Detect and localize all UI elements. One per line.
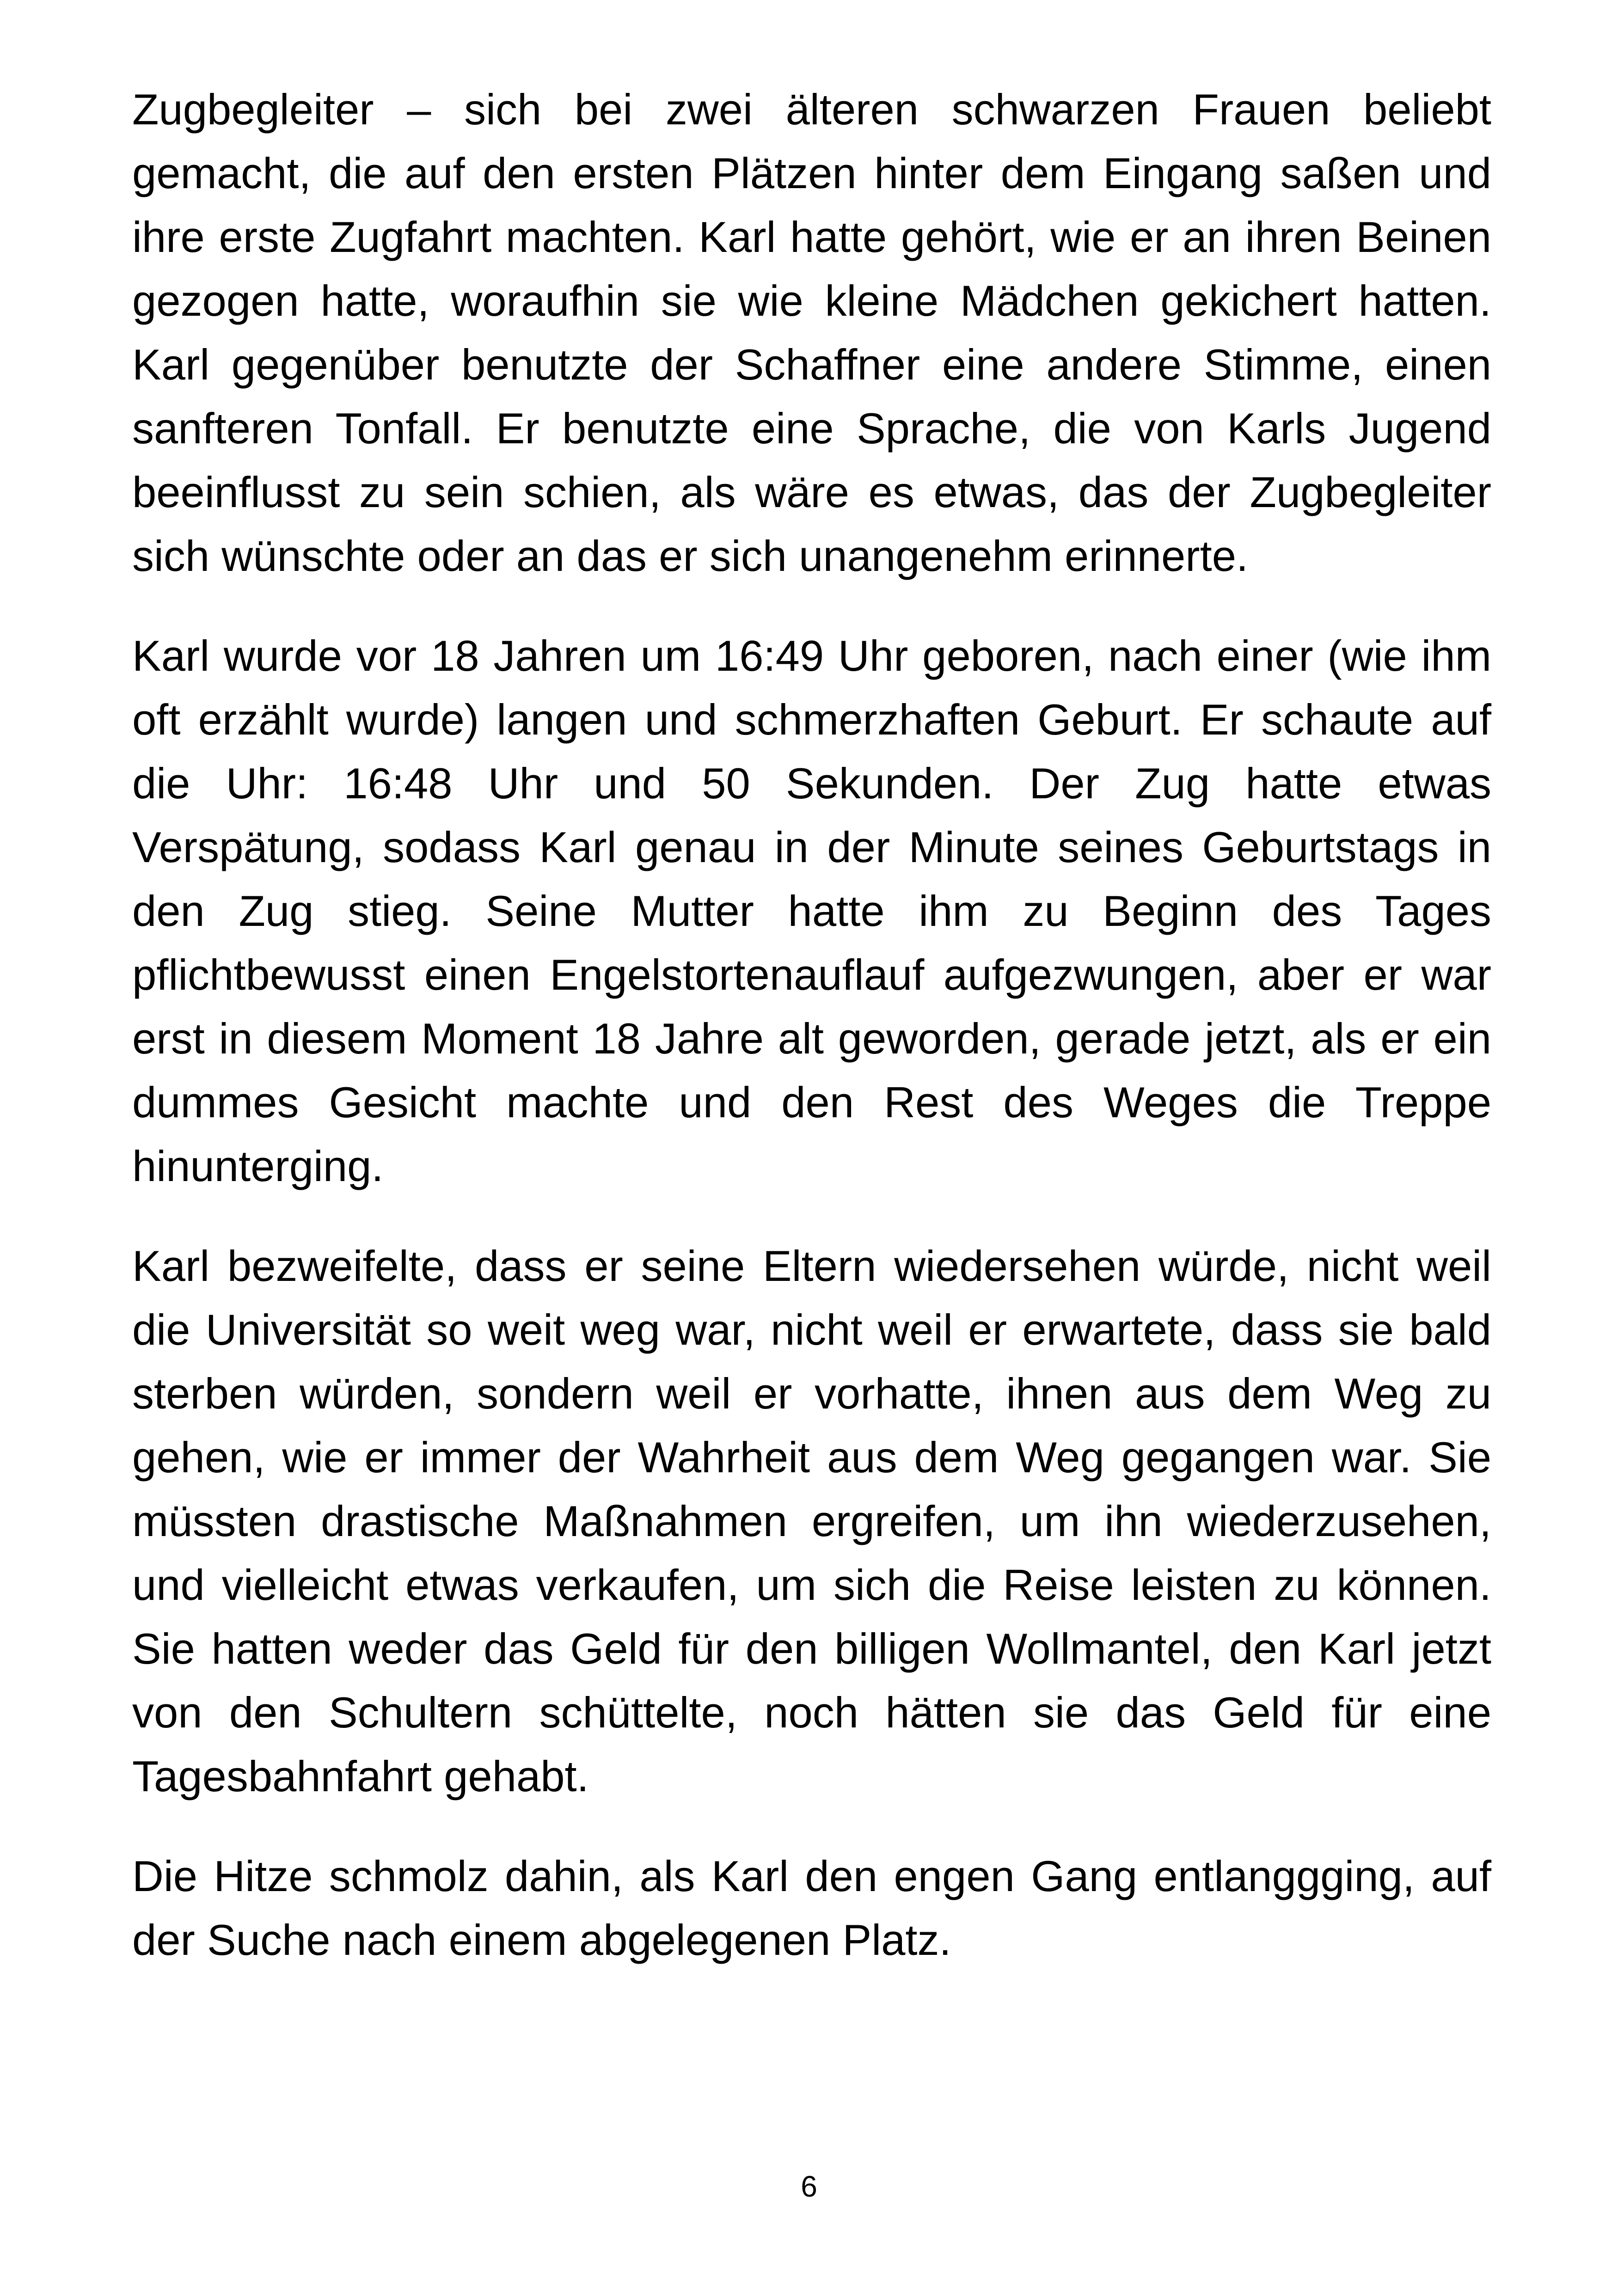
paragraph-4: Die Hitze schmolz dahin, als Karl den engen Gang entlanggging, auf der Suche nach einem abgelegenen Platz. bbox=[132, 1852, 1491, 1964]
paragraph-3: Karl bezweifelte, dass er seine Eltern wiedersehen würde, nicht weil die Universität so weit weg war, nicht weil er erwartete, dass sie bald sterben würden, sondern weil er vorhatte, ihnen aus dem Weg zu gehen, wie er immer der Wahrheit aus dem Weg gegangen war. Sie müssten drastische Maßnahmen ergreifen, um ihn wiederzusehen, und vielleicht etwas verkaufen, um sich die Reise leisten zu können. Sie hatten weder das Geld für den billigen Wollmantel, den Karl jetzt von den Schultern schüttelte, noch hätten sie das Geld für eine Tagesbahnfahrt gehabt. bbox=[132, 1242, 1491, 1800]
body-text bbox=[132, 78, 1491, 2008]
paragraph-1: Zugbegleiter – sich bei zwei älteren schwarzen Frauen beliebt gemacht, die auf den ersten Plätzen hinter dem Eingang saßen und ihre erste Zugfahrt machten. Karl hatte gehört, wie er an ihren Beinen gezogen hatte, woraufhin sie wie kleine Mädchen gekichert hatten. Karl gegenüber benutzte der Schaffner eine andere Stimme, einen sanfteren Tonfall. Er benutzte eine Sprache, die von Karls Jugend beeinflusst zu sein schien, als wäre es etwas, das der Zugbegleiter sich wünschte oder an das er sich unangenehm erinnerte. bbox=[132, 85, 1491, 580]
paragraph-2: Karl wurde vor 18 Jahren um 16:49 Uhr geboren, nach einer (wie ihm oft erzählt wurde) langen und schmerzhaften Geburt. Er schaute auf die Uhr: 16:48 Uhr und 50 Sekunden. Der Zug hatte etwas Verspätung, sodass Karl genau in der Minute seines Geburtstags in den Zug stieg. Seine Mutter hatte ihm zu Beginn des Tages pflichtbewusst einen Engelstortenauflauf aufgezwungen, aber er war erst in diesem Moment 18 Jahre alt geworden, gerade jetzt, als er ein dummes Gesicht machte und den Rest des Weges die Treppe hinunterging. bbox=[132, 631, 1491, 1190]
page-number: 6 bbox=[801, 2170, 817, 2203]
